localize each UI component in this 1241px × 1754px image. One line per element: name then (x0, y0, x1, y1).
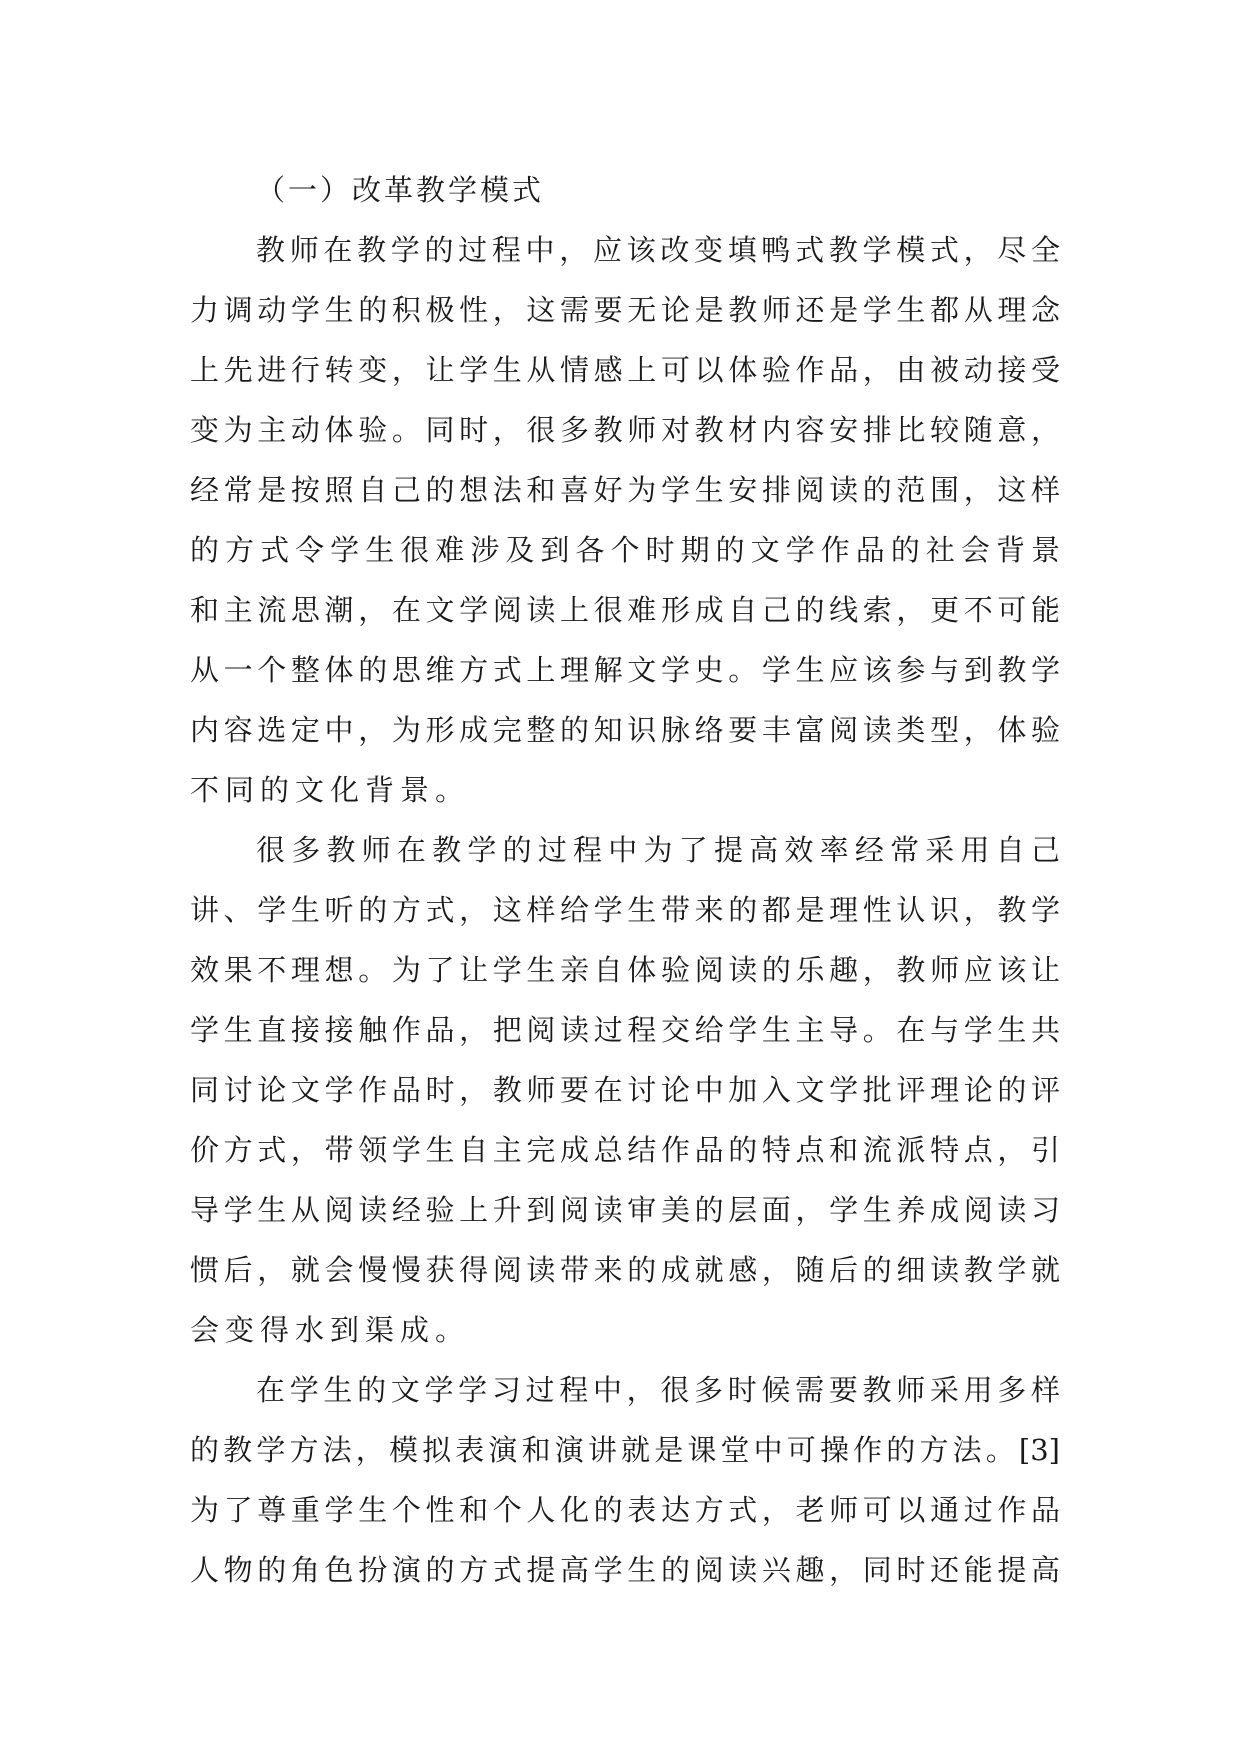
text-line: 价方式，带领学生自主完成总结作品的特点和流派特点，引 (190, 1133, 1060, 1167)
text-line: 效果不理想。为了让学生亲自体验阅读的乐趣，教师应该让 (190, 953, 1060, 987)
text-line: 力调动学生的积极性，这需要无论是教师还是学生都从理念 (190, 293, 1060, 327)
text-line: 和主流思潮，在文学阅读上很难形成自己的线索，更不可能 (190, 593, 1060, 627)
text-line: 在学生的文学学习过程中，很多时候需要教师采用多样 (256, 1373, 1060, 1407)
text-line: 不同的文化背景。 (190, 773, 471, 807)
text-line: 讲、学生听的方式，这样给学生带来的都是理性认识，教学 (190, 893, 1060, 927)
paragraph-2 (190, 820, 1060, 1360)
document-body (190, 160, 1060, 1600)
text-line: 的教学方法，模拟表演和演讲就是课堂中可操作的方法。[3] (190, 1433, 1060, 1467)
text-line: 很多教师在教学的过程中为了提高效率经常采用自己 (256, 833, 1060, 867)
text-line: 变为主动体验。同时，很多教师对教材内容安排比较随意， (190, 413, 1060, 447)
text-line: 从一个整体的思维方式上理解文学史。学生应该参与到教学 (190, 653, 1060, 687)
text-line: 人物的角色扮演的方式提高学生的阅读兴趣，同时还能提高 (190, 1553, 1060, 1587)
text-line: 惯后，就会慢慢获得阅读带来的成就感，随后的细读教学就 (190, 1253, 1060, 1287)
text-line: 的方式令学生很难涉及到各个时期的文学作品的社会背景 (190, 533, 1060, 567)
paragraph-1 (190, 220, 1060, 820)
text-line: 学生直接接触作品，把阅读过程交给学生主导。在与学生共 (190, 1013, 1060, 1047)
section-heading: （一）改革教学模式 (256, 173, 545, 207)
text-line: 教师在教学的过程中，应该改变填鸭式教学模式，尽全 (256, 233, 1060, 267)
text-line: 上先进行转变，让学生从情感上可以体验作品，由被动接受 (190, 353, 1060, 387)
text-line: 会变得水到渠成。 (190, 1313, 471, 1347)
text-line: 为了尊重学生个性和个人化的表达方式，老师可以通过作品 (190, 1493, 1060, 1527)
text-line: 经常是按照自己的想法和喜好为学生安排阅读的范围，这样 (190, 473, 1060, 507)
text-line: 内容选定中，为形成完整的知识脉络要丰富阅读类型，体验 (190, 713, 1060, 747)
text-line: 同讨论文学作品时，教师要在讨论中加入文学批评理论的评 (190, 1073, 1060, 1107)
text-line: 导学生从阅读经验上升到阅读审美的层面，学生养成阅读习 (190, 1193, 1060, 1227)
paragraph-3 (190, 1360, 1060, 1600)
